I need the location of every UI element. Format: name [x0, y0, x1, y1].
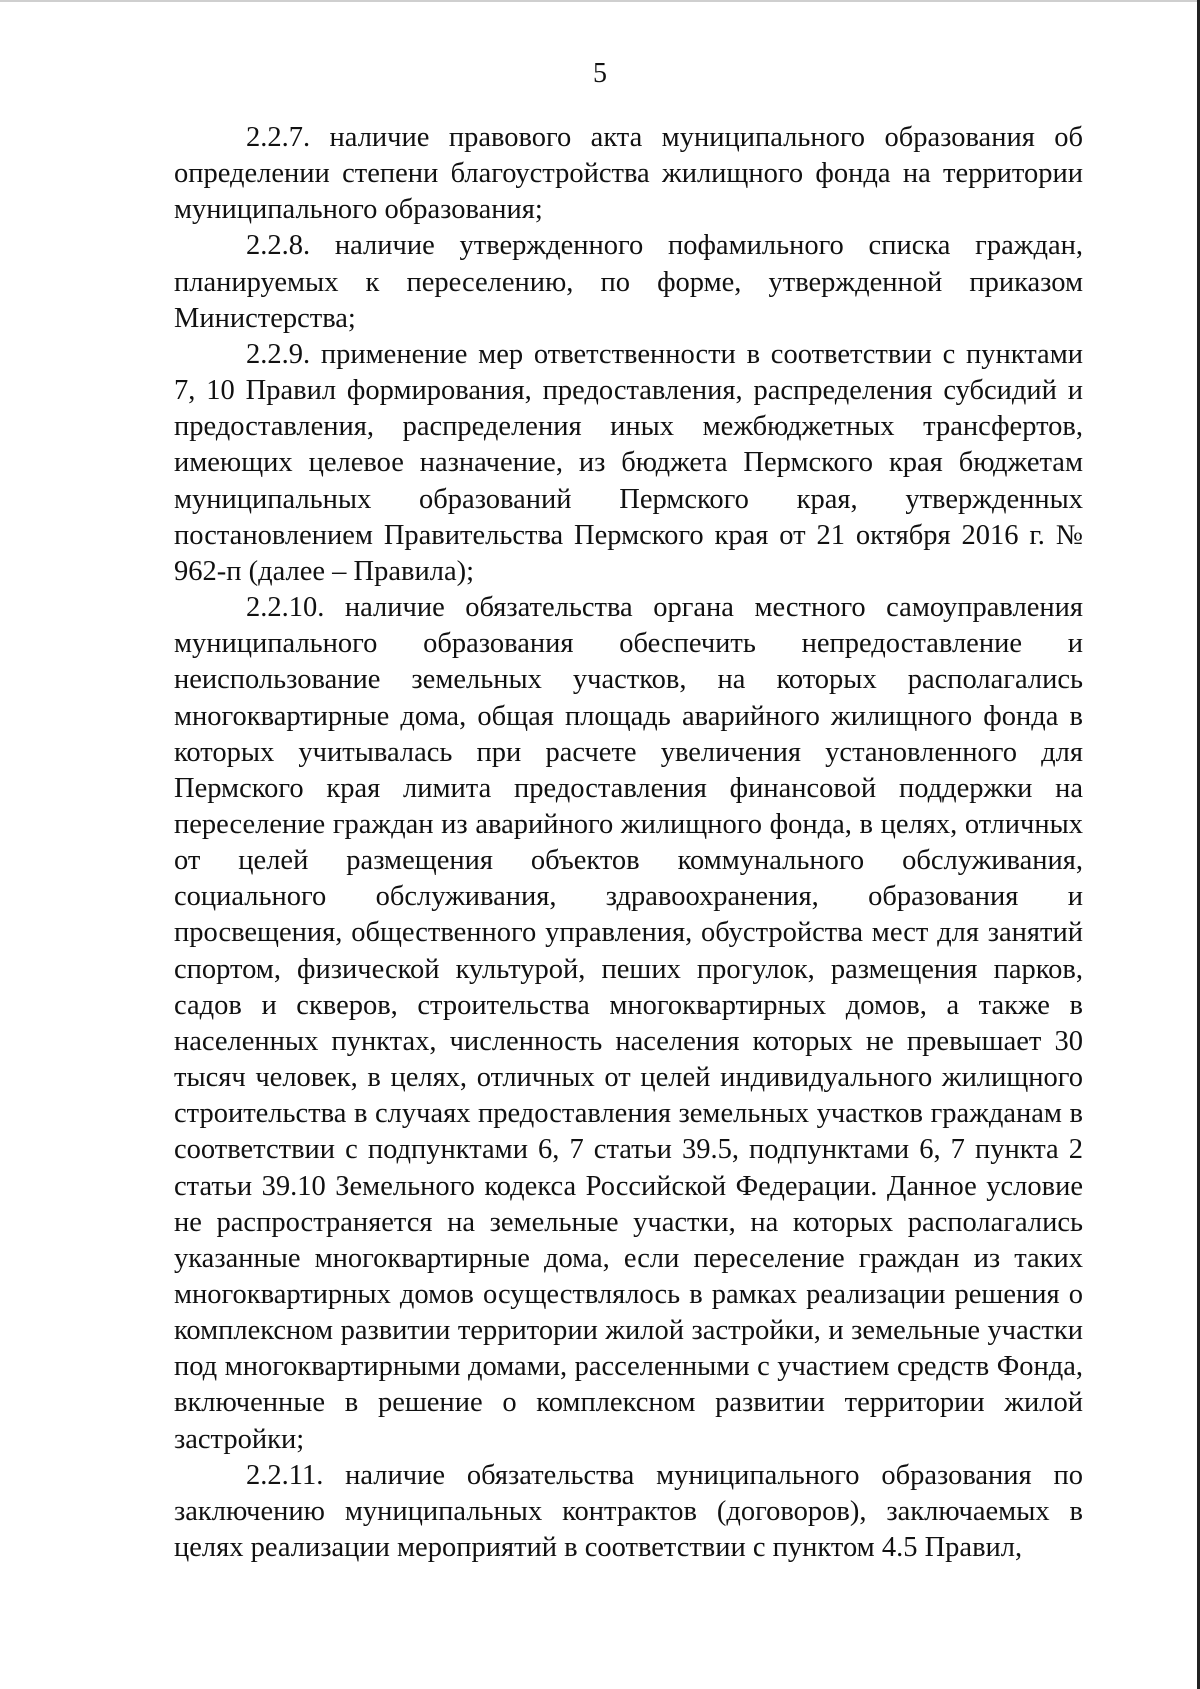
paragraph-2-2-10: 2.2.10. наличие обязательства органа местного самоуправления муниципального образования обеспечить непредоставление и неиспользование земельных участков, на которых располагались многоквартирные дома, общая площадь аварийного жилищного фонда в которых учитывалась при расчете увеличения установленного для Пермского края лимита предоставления финансовой поддержки на переселение граждан из аварийного жилищного фонда, в целях, отличных от целей размещения объектов коммунального обслуживания, социального обслуживания, здравоохранения, образования и просвещения, общественного управления, обустройства мест для занятий спортом, физической культурой, пеших прогулок, размещения парков, садов и скверов, строительства многоквартирных домов, а также в населенных пунктах, численность населения которых не превышает 30 тысяч человек, в целях, отличных от целей индивидуального жилищного строительства в случаях предоставления земельных участков гражданам в соответствии с подпунктами 6, 7 статьи 39.5, подпунктами 6, 7 пункта 2 статьи 39.10 Земельного кодекса Российской Федерации. Данное условие не распространяется на земельные участки, на которых располагались указанные многоквартирные дома, если переселение граждан из таких многоквартирных домов осуществлялось в рамках реализации решения о комплексном развитии территории жилой застройки, и земельные участки под многоквартирными домами, расселенными с участием средств Фонда, включенные в решение о комплексном развитии территории жилой застройки;	[174, 592, 1083, 1455]
document-body	[174, 120, 1083, 1566]
page-number: 5	[593, 58, 607, 89]
scan-edge-top	[0, 0, 1200, 2]
paragraph-2-2-7: 2.2.7. наличие правового акта муниципального образования об определении степени благоустройства жилищного фонда на территории муниципального образования;	[174, 122, 1083, 226]
paragraph-2-2-11: 2.2.11. наличие обязательства муниципального образования по заключению муниципальных контрактов (договоров), заключаемых в целях реализации мероприятий в соответствии с пунктом 4.5 Правил,	[174, 1459, 1083, 1564]
paragraph-2-2-8: 2.2.8. наличие утвержденного пофамильного списка граждан, планируемых к переселению, по форме, утвержденной приказом Министерства;	[174, 230, 1083, 334]
paragraph-2-2-9: 2.2.9. применение мер ответственности в соответствии с пунктами 7, 10 Правил формирования, предоставления, распределения субсидий и предоставления, распределения иных межбюджетных трансфертов, имеющих целевое назначение, из бюджета Пермского края бюджетам муниципальных образований Пермского края, утвержденных постановлением Правительства Пермского края от 21 октября 2016 г. № 962-п (далее – Правила);	[174, 338, 1083, 587]
